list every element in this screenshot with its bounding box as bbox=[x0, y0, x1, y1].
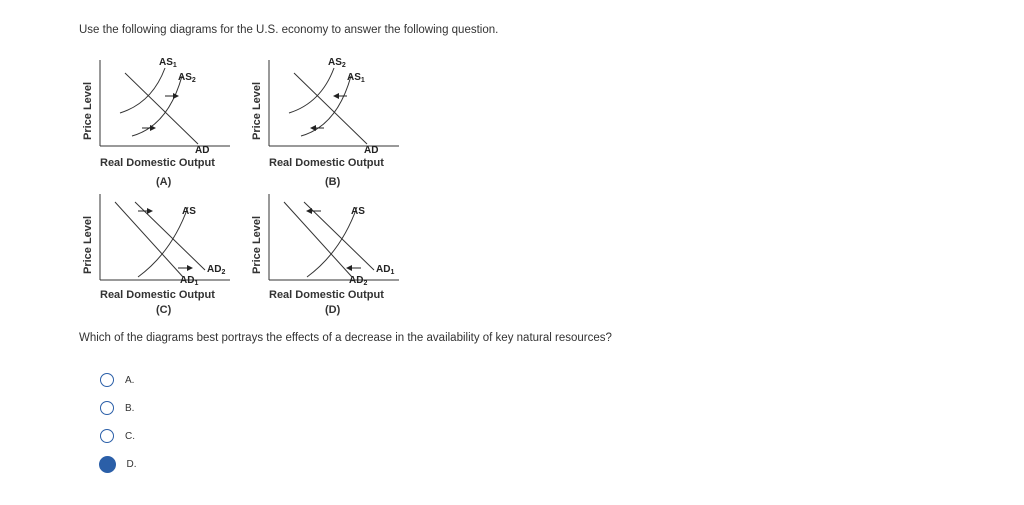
ad-curve bbox=[125, 73, 198, 144]
diagram-a bbox=[80, 58, 240, 186]
curve-label-3: $AD_2$ bbox=[349, 275, 368, 287]
diagram-d-graph bbox=[249, 192, 409, 322]
as-curve bbox=[307, 207, 357, 277]
curve-label-2: $AD_2$ bbox=[207, 264, 226, 276]
option-b-label: B. bbox=[125, 402, 135, 414]
curve-label-2: $AS_1$ bbox=[347, 72, 365, 84]
as-curve bbox=[138, 207, 188, 277]
question-text: Which of the diagrams best portrays the effects of a decrease in the availability of key natural resources? bbox=[79, 332, 612, 344]
radio-d[interactable] bbox=[99, 456, 116, 473]
radio-b[interactable] bbox=[100, 401, 114, 415]
panel-letter: (A) bbox=[156, 176, 172, 188]
instruction-text: Use the following diagrams for the U.S. economy to answer the following question. bbox=[79, 24, 499, 36]
y-axis-label: Price Level bbox=[251, 81, 263, 140]
diagram-c-graph bbox=[80, 192, 240, 322]
x-axis-label: Real Domestic Output bbox=[269, 289, 384, 301]
option-b[interactable] bbox=[100, 394, 137, 422]
curve-label-2: $AS_2$ bbox=[178, 72, 196, 84]
panel-letter: (B) bbox=[325, 176, 341, 188]
diagram-c bbox=[80, 192, 240, 320]
y-axis-label: Price Level bbox=[251, 215, 263, 274]
diagram-b bbox=[249, 58, 409, 186]
diagram-d bbox=[249, 192, 409, 320]
x-axis-label: Real Domestic Output bbox=[269, 157, 384, 169]
curve-label-3: AD bbox=[364, 145, 379, 156]
option-a[interactable] bbox=[100, 366, 137, 394]
y-axis-label: Price Level bbox=[82, 215, 94, 274]
curve-label-3: $AD_1$ bbox=[180, 275, 199, 287]
radio-c[interactable] bbox=[100, 429, 114, 443]
x-axis-label: Real Domestic Output bbox=[100, 157, 215, 169]
curve-label-3: AD bbox=[195, 145, 210, 156]
radio-a[interactable] bbox=[100, 373, 114, 387]
option-c-label: C. bbox=[125, 430, 135, 442]
panel-letter: (D) bbox=[325, 304, 341, 316]
panel-letter: (C) bbox=[156, 304, 172, 316]
option-d-label: D. bbox=[126, 458, 137, 470]
curve-label-2: $AD_1$ bbox=[376, 264, 395, 276]
curve-label-1: $AS_1$ bbox=[159, 57, 177, 69]
option-d[interactable] bbox=[100, 450, 137, 478]
ad-curve bbox=[294, 73, 367, 144]
option-c[interactable] bbox=[100, 422, 137, 450]
curve-label-1: AS bbox=[182, 206, 196, 217]
y-axis-label: Price Level bbox=[82, 81, 94, 140]
x-axis-label: Real Domestic Output bbox=[100, 289, 215, 301]
option-a-label: A. bbox=[125, 374, 135, 386]
curve-label-1: $AS_2$ bbox=[328, 57, 346, 69]
curve-label-1: AS bbox=[351, 206, 365, 217]
answer-options bbox=[100, 366, 137, 478]
